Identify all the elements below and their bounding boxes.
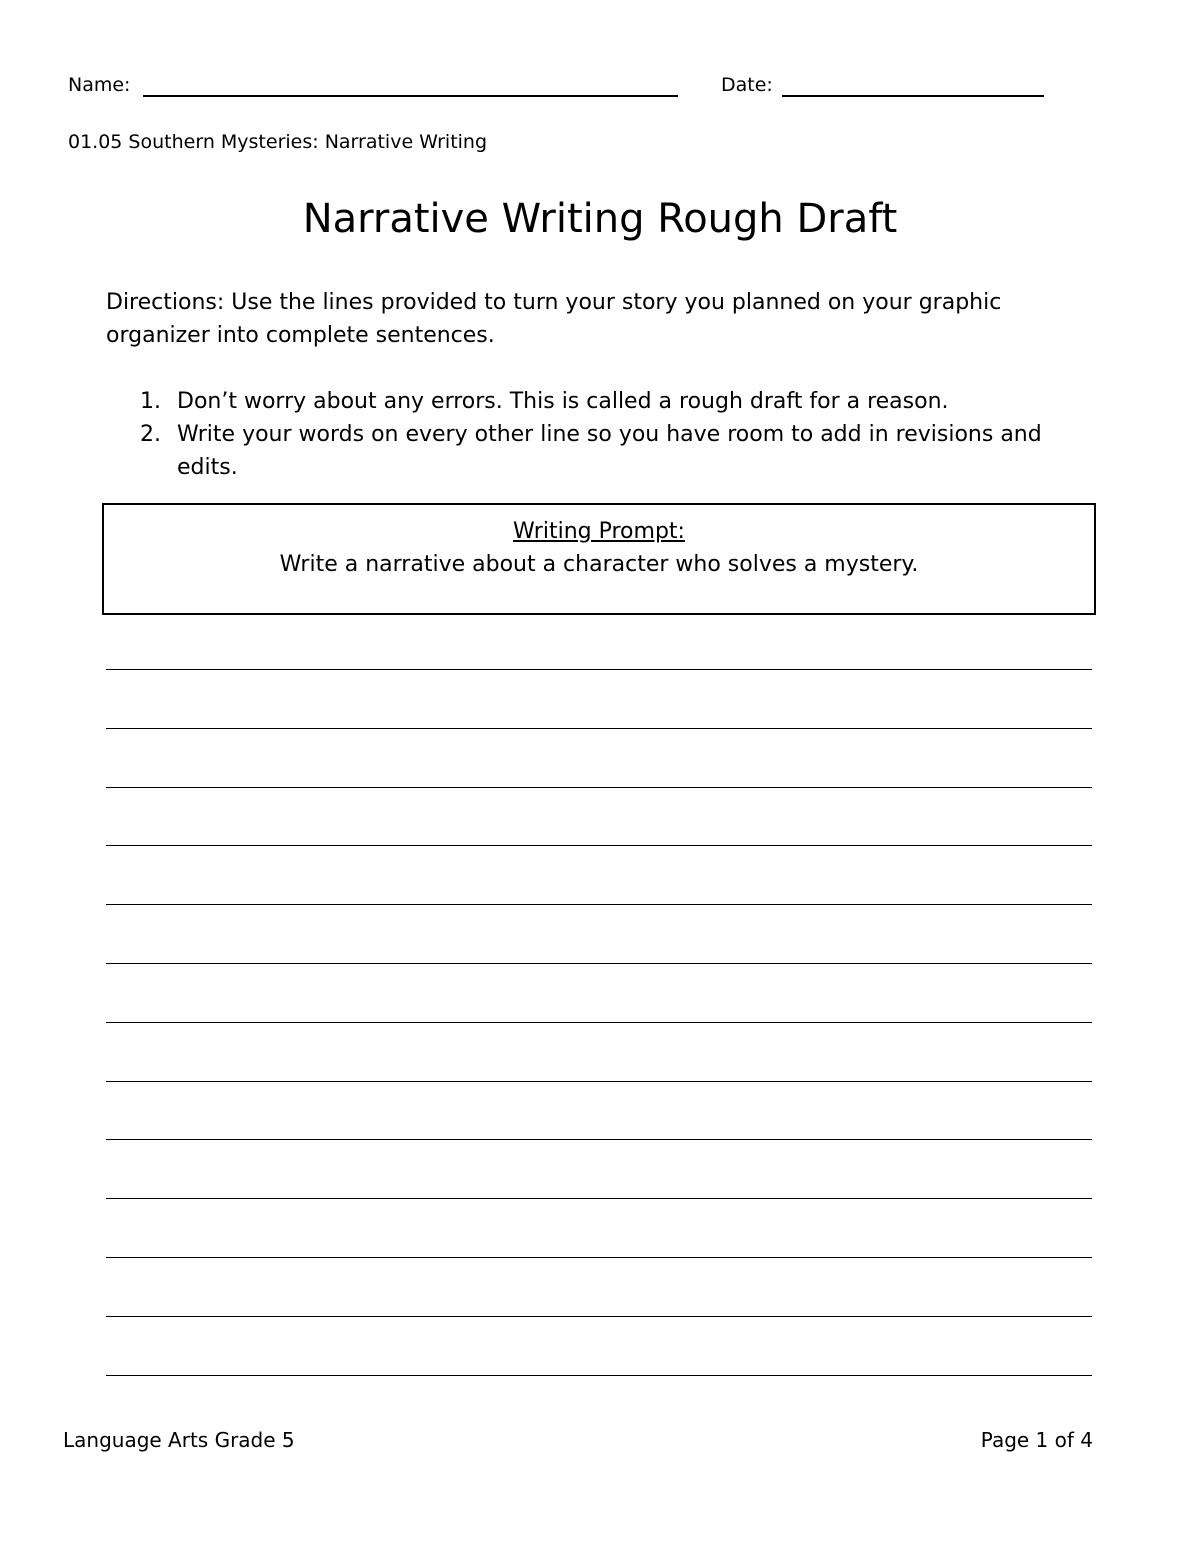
writing-line[interactable] xyxy=(106,1139,1092,1140)
date-field[interactable] xyxy=(782,95,1044,97)
footer-course: Language Arts Grade 5 xyxy=(63,1428,295,1452)
writing-line[interactable] xyxy=(106,669,1092,670)
instruction-text: Write your words on every other line so you have room to add in revisions and edits. xyxy=(177,422,1042,480)
prompt-text: Write a narrative about a character who solves a mystery. xyxy=(279,552,919,577)
writing-prompt-box xyxy=(102,503,1096,615)
instruction-number: 1. xyxy=(140,389,161,414)
date-label: Date: xyxy=(721,74,773,96)
name-field[interactable] xyxy=(143,95,678,97)
name-label: Name: xyxy=(68,74,131,96)
writing-line[interactable] xyxy=(106,1081,1092,1082)
instruction-text: Don’t worry about any errors. This is called a rough draft for a reason. xyxy=(177,389,949,414)
writing-line[interactable] xyxy=(106,1257,1092,1258)
writing-line[interactable] xyxy=(106,1198,1092,1199)
writing-line[interactable] xyxy=(106,728,1092,729)
prompt-heading: Writing Prompt: xyxy=(513,519,685,544)
writing-line[interactable] xyxy=(106,1022,1092,1023)
writing-line[interactable] xyxy=(106,1316,1092,1317)
directions-text: Directions: Use the lines provided to turn your story you planned on your graphic organizer into complete sentences. xyxy=(106,290,1002,348)
instruction-item xyxy=(106,385,1096,418)
writing-line[interactable] xyxy=(106,845,1092,846)
writing-line[interactable] xyxy=(106,904,1092,905)
lesson-title: 01.05 Southern Mysteries: Narrative Writing xyxy=(68,131,488,153)
instruction-number: 2. xyxy=(140,422,161,447)
writing-line[interactable] xyxy=(106,963,1092,964)
writing-line[interactable] xyxy=(106,787,1092,788)
page-number: Page 1 of 4 xyxy=(980,1428,1093,1452)
page-title: Narrative Writing Rough Draft xyxy=(302,196,898,242)
writing-line[interactable] xyxy=(106,1375,1092,1376)
instructions-list xyxy=(106,385,1096,484)
instruction-item xyxy=(106,418,1096,484)
